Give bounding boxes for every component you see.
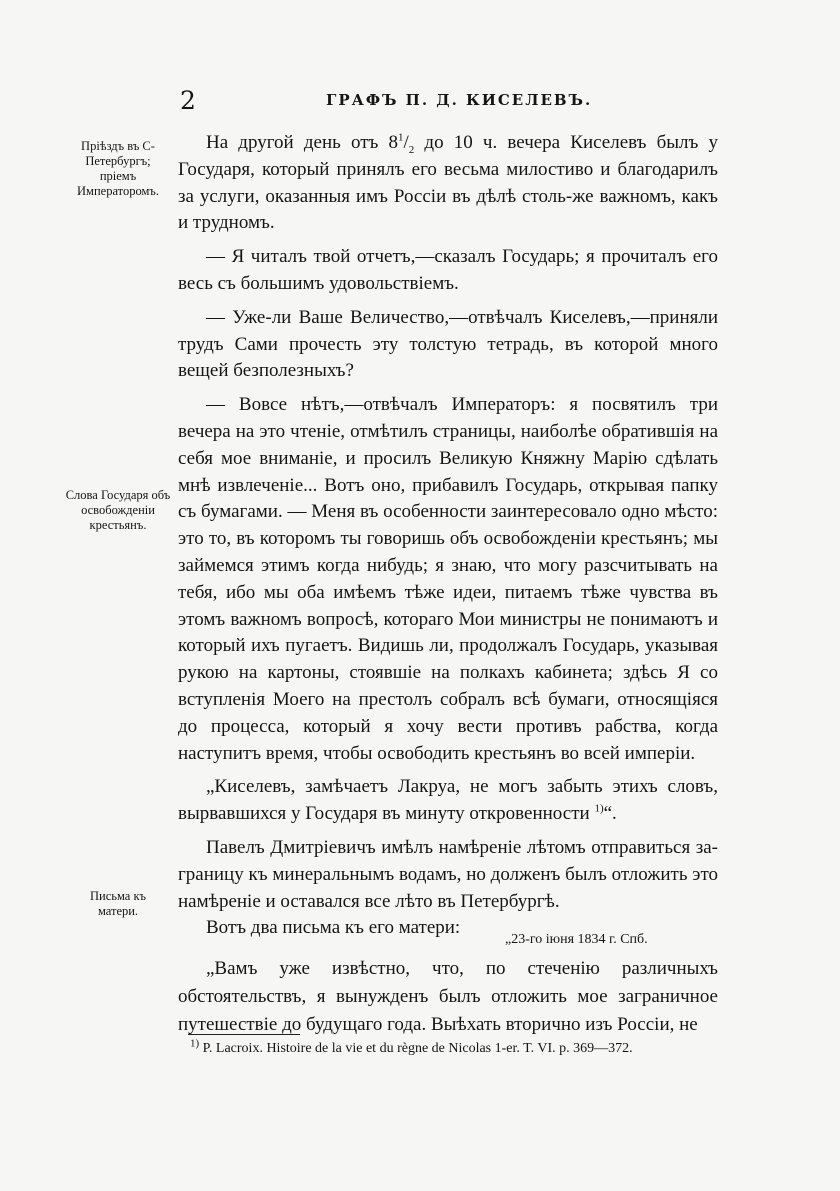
footnote-reference: 1) <box>594 802 604 815</box>
paragraph-4: — Вовсе нѣтъ,—отвѣчалъ Императоръ: я посвятилъ три вечера на это чтенiе, отмѣтилъ страницы, наиболѣе обратившiя на себя мое вниманiе, и просилъ Великую Княжну Марiю сдѣлать мнѣ извлеченiе... Вотъ оно, прибавилъ Государь, открывая папку съ бумагами. — Меня въ особенности заинтересовало одно мѣсто: это то, въ которомъ ты говоришь объ освобожденiи крестьянъ; мы займемся этимъ когда нибудь; я знаю, что могу разсчитывать на тебя, ибо мы оба имѣемъ тѣже идеи, питаемъ тѣже чувства въ этомъ важномъ вопросѣ, котораго Мои министры не понимаютъ и который ихъ пугаетъ. Видишь ли, продолжалъ Государь, указывая рукою на картоны, стоявшiе на полкахъ кабинета; здѣсь Я со вступленiя Моего на престолъ собралъ всѣ бумаги, относящiяся до процесса, который я хочу вести противъ рабства, когда наступитъ время, чтобы освободить крестьянъ во всей имперiи. <box>178 394 718 764</box>
page-number: 2 <box>180 86 197 115</box>
margin-note-emperor-words: Слова Государя объ освобожденiи крестьянъ. <box>65 488 171 532</box>
footnote <box>190 1038 722 1059</box>
fraction-denominator: 2 <box>408 143 415 156</box>
paragraph-5-text: „Киселевъ, замѣчаетъ Лакруа, не могъ забыть этихъ словъ, вырвавшихся у Государя въ минуту откровенности <box>178 776 718 825</box>
paragraph-3: — Уже-ли Ваше Величество,—отвѣчалъ Киселевъ,—приняли трудъ Сами прочесть эту толстую тетрадь, въ которой много вещей безполезныхъ? <box>178 306 718 382</box>
paragraph-1-rest: до 10 ч. вечера Киселевъ былъ у Государя, который принялъ его весьма милостиво и благодарилъ за услуги, оказанныя имъ Россiи въ дѣлѣ столь-же важномъ, какъ и трудномъ. <box>178 132 718 234</box>
paragraph-7: Вотъ два письма къ его матери: <box>206 917 461 939</box>
main-text <box>178 130 718 942</box>
footnote-text: P. Lacroix. Histoire de la vie et du règne de Nicolas 1-er. T. VI. p. 369—372. <box>199 1041 633 1056</box>
margin-note-letters: Письма къ матери. <box>90 889 146 918</box>
closing-quote: “. <box>603 803 617 825</box>
paragraph-5 <box>178 774 718 828</box>
footnote-marker: 1) <box>190 1037 200 1050</box>
paragraph-1: На другой день отъ $8^1/_2$ до 10 ч. вечера Киселевъ былъ у Государя, который принялъ его весьма милостиво и благодарилъ за услуги, оказанныя имъ Россiи въ дѣлѣ столь-же важномъ, какъ и трудномъ. <box>178 131 718 234</box>
fraction-numerator: 1 <box>398 131 404 144</box>
margin-note-arrival: Прiѣздъ въ С-Петербургъ; прiемъ Императоромъ. <box>77 139 159 198</box>
paragraph-6: Павелъ Дмитрiевичъ имѣлъ намѣренiе лѣтомъ отправиться за-границу къ минеральнымъ водамъ, но долженъ былъ отложить это намѣренiе и оставался все лѣто въ Петербургѣ. <box>178 836 718 912</box>
footnote-divider <box>188 1034 300 1035</box>
letter-dateline: „23-го iюня 1834 г. Спб. <box>505 932 648 947</box>
letter-paragraph: „Вамъ уже извѣстно, что, по стеченiю различныхъ обстоятельствъ, я вынужденъ былъ отложить мое заграничное путешествiе до будущаго года. Выѣхать вторично изъ Россiи, не <box>178 958 718 1035</box>
paragraph-1-start: На другой день отъ 8 <box>206 132 398 153</box>
running-title: ГРАФЪ П. Д. КИСЕЛЕВЪ. <box>326 91 593 109</box>
letter-text <box>178 955 718 1039</box>
paragraph-2: — Я читалъ твой отчетъ,—сказалъ Государь; я прочиталъ его весь съ большимъ удовольствiемъ. <box>178 246 718 294</box>
